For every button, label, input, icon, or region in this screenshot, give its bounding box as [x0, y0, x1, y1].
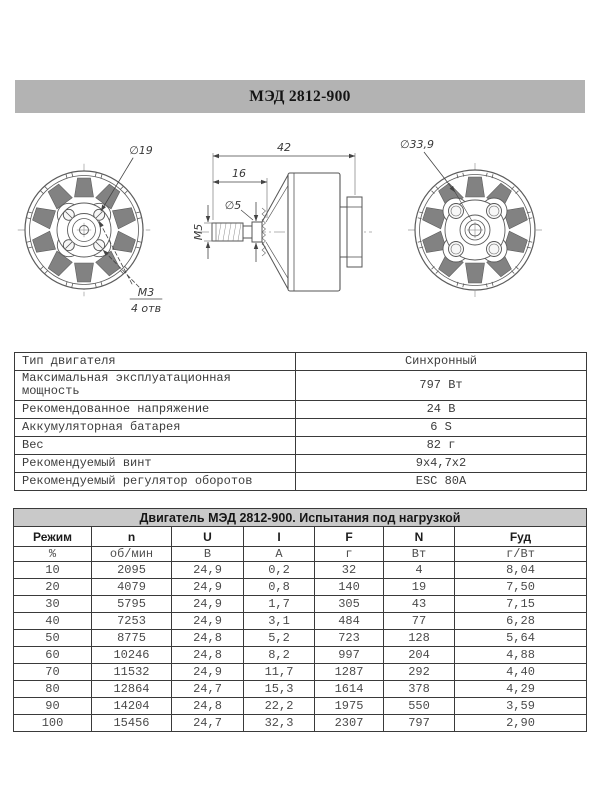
spec-label: Рекомендуемый регулятор оборотов: [15, 472, 296, 490]
test-data-cell: 70: [14, 664, 92, 681]
technical-drawings: [0, 118, 600, 338]
test-data-cell: 5,2: [244, 630, 315, 647]
column-unit: г/Вт: [455, 547, 587, 562]
test-data-cell: 40: [14, 613, 92, 630]
test-data-cell: 997: [315, 647, 384, 664]
spec-value: 9x4,7x2: [296, 454, 587, 472]
test-data-cell: 4079: [92, 579, 172, 596]
test-data-cell: 4,29: [455, 681, 587, 698]
test-data-cell: 3,59: [455, 698, 587, 715]
test-data-row: [14, 681, 587, 698]
test-data-cell: 10: [14, 562, 92, 579]
spec-value: 6 S: [296, 418, 587, 436]
column-header: n: [92, 527, 172, 547]
shaft-diameter-label: ∅5: [224, 199, 242, 212]
test-data-cell: 128: [384, 630, 455, 647]
column-header: Fуд: [455, 527, 587, 547]
spec-label: Максимальная эксплуатационная мощность: [15, 371, 296, 401]
spec-row: [15, 436, 587, 454]
test-data-cell: 484: [315, 613, 384, 630]
test-data-cell: 5795: [92, 596, 172, 613]
spec-row: [15, 400, 587, 418]
test-data-cell: 8,04: [455, 562, 587, 579]
test-data-cell: 204: [384, 647, 455, 664]
front-holes-label: 4 отв: [130, 302, 162, 315]
side-view-drawing: [192, 141, 372, 291]
column-header: I: [244, 527, 315, 547]
test-data-cell: 140: [315, 579, 384, 596]
test-table-header-row: [14, 527, 587, 547]
rear-view-drawing: [400, 138, 542, 297]
overall-length-label: 42: [277, 141, 291, 154]
spec-label: Тип двигателя: [15, 353, 296, 371]
test-data-row: [14, 613, 587, 630]
test-data-cell: 2,90: [455, 715, 587, 732]
test-data-cell: 14204: [92, 698, 172, 715]
test-table-units-row: [14, 547, 587, 562]
load-test-table: [13, 508, 587, 732]
test-data-cell: 24,9: [172, 613, 244, 630]
test-data-cell: 550: [384, 698, 455, 715]
test-data-cell: 24,9: [172, 562, 244, 579]
test-data-cell: 43: [384, 596, 455, 613]
mount-flange: [347, 197, 362, 267]
test-data-cell: 1975: [315, 698, 384, 715]
column-header: Режим: [14, 527, 92, 547]
test-data-cell: 20: [14, 579, 92, 596]
test-data-cell: 797: [384, 715, 455, 732]
test-data-cell: 1,7: [244, 596, 315, 613]
column-unit: А: [244, 547, 315, 562]
test-data-cell: 4: [384, 562, 455, 579]
test-data-cell: 30: [14, 596, 92, 613]
test-data-row: [14, 579, 587, 596]
spec-value: 797 Вт: [296, 371, 587, 401]
test-data-cell: 24,8: [172, 698, 244, 715]
spec-label: Рекомендованное напряжение: [15, 400, 296, 418]
specs-table-body: [15, 353, 587, 491]
column-header: U: [172, 527, 244, 547]
spec-row: [15, 472, 587, 490]
front-diameter-label: ∅19: [129, 144, 153, 157]
test-data-row: [14, 698, 587, 715]
test-data-cell: 6,28: [455, 613, 587, 630]
test-data-cell: 24,9: [172, 664, 244, 681]
test-data-cell: 7,15: [455, 596, 587, 613]
spec-label: Вес: [15, 436, 296, 454]
column-header: F: [315, 527, 384, 547]
test-data-row: [14, 715, 587, 732]
column-unit: об/мин: [92, 547, 172, 562]
test-data-cell: 32: [315, 562, 384, 579]
test-data-cell: 24,7: [172, 715, 244, 732]
page-title: МЭД 2812-900: [249, 87, 351, 105]
shaft-thread-label: М5: [192, 223, 205, 241]
test-data-cell: 15,3: [244, 681, 315, 698]
test-data-row: [14, 647, 587, 664]
test-data-cell: 11532: [92, 664, 172, 681]
spec-label: Рекомендуемый винт: [15, 454, 296, 472]
test-data-cell: 32,3: [244, 715, 315, 732]
test-data-cell: 12864: [92, 681, 172, 698]
test-data-cell: 50: [14, 630, 92, 647]
test-data-cell: 24,9: [172, 579, 244, 596]
test-data-cell: 8775: [92, 630, 172, 647]
test-data-cell: 10246: [92, 647, 172, 664]
test-data-cell: 5,64: [455, 630, 587, 647]
test-data-cell: 0,8: [244, 579, 315, 596]
front-view-drawing: [18, 144, 162, 315]
spec-label: Аккумуляторная батарея: [15, 418, 296, 436]
shaft-length-label: 16: [232, 167, 246, 180]
test-data-cell: 80: [14, 681, 92, 698]
test-data-cell: 7,50: [455, 579, 587, 596]
spec-row: [15, 353, 587, 371]
test-data-cell: 24,9: [172, 596, 244, 613]
rear-diameter-label: ∅33,9: [399, 138, 435, 151]
spec-value: 82 г: [296, 436, 587, 454]
test-data-cell: 24,8: [172, 647, 244, 664]
test-data-row: [14, 664, 587, 681]
spec-value: 24 В: [296, 400, 587, 418]
test-data-cell: 305: [315, 596, 384, 613]
test-data-cell: 378: [384, 681, 455, 698]
document-title-bar: [15, 80, 585, 113]
column-unit: В: [172, 547, 244, 562]
test-data-cell: 11,7: [244, 664, 315, 681]
test-data-cell: 4,40: [455, 664, 587, 681]
test-data-cell: 77: [384, 613, 455, 630]
column-unit: Вт: [384, 547, 455, 562]
test-data-cell: 90: [14, 698, 92, 715]
test-data-cell: 8,2: [244, 647, 315, 664]
front-thread-label: М3: [137, 286, 155, 299]
test-data-cell: 2095: [92, 562, 172, 579]
spec-row: [15, 454, 587, 472]
test-data-row: [14, 596, 587, 613]
test-table-title-row: [14, 509, 587, 527]
test-data-cell: 1614: [315, 681, 384, 698]
spec-value: Синхронный: [296, 353, 587, 371]
spec-row: [15, 418, 587, 436]
test-table-title: Двигатель МЭД 2812-900. Испытания под нагрузкой: [14, 509, 587, 527]
test-data-cell: 22,2: [244, 698, 315, 715]
test-data-cell: 60: [14, 647, 92, 664]
motor-body: [288, 173, 340, 291]
test-data-cell: 2307: [315, 715, 384, 732]
column-header: N: [384, 527, 455, 547]
test-data-cell: 3,1: [244, 613, 315, 630]
test-data-cell: 7253: [92, 613, 172, 630]
test-table-body: [14, 509, 587, 732]
test-data-cell: 19: [384, 579, 455, 596]
test-data-cell: 100: [14, 715, 92, 732]
test-data-cell: 24,7: [172, 681, 244, 698]
spec-row: [15, 371, 587, 401]
test-data-row: [14, 562, 587, 579]
test-data-cell: 723: [315, 630, 384, 647]
test-data-cell: 15456: [92, 715, 172, 732]
test-data-cell: 1287: [315, 664, 384, 681]
test-data-cell: 4,88: [455, 647, 587, 664]
test-data-cell: 24,8: [172, 630, 244, 647]
test-data-cell: 0,2: [244, 562, 315, 579]
column-unit: г: [315, 547, 384, 562]
test-data-row: [14, 630, 587, 647]
spec-value: ESC 80A: [296, 472, 587, 490]
test-data-cell: 292: [384, 664, 455, 681]
specs-table: [14, 352, 587, 491]
column-unit: %: [14, 547, 92, 562]
